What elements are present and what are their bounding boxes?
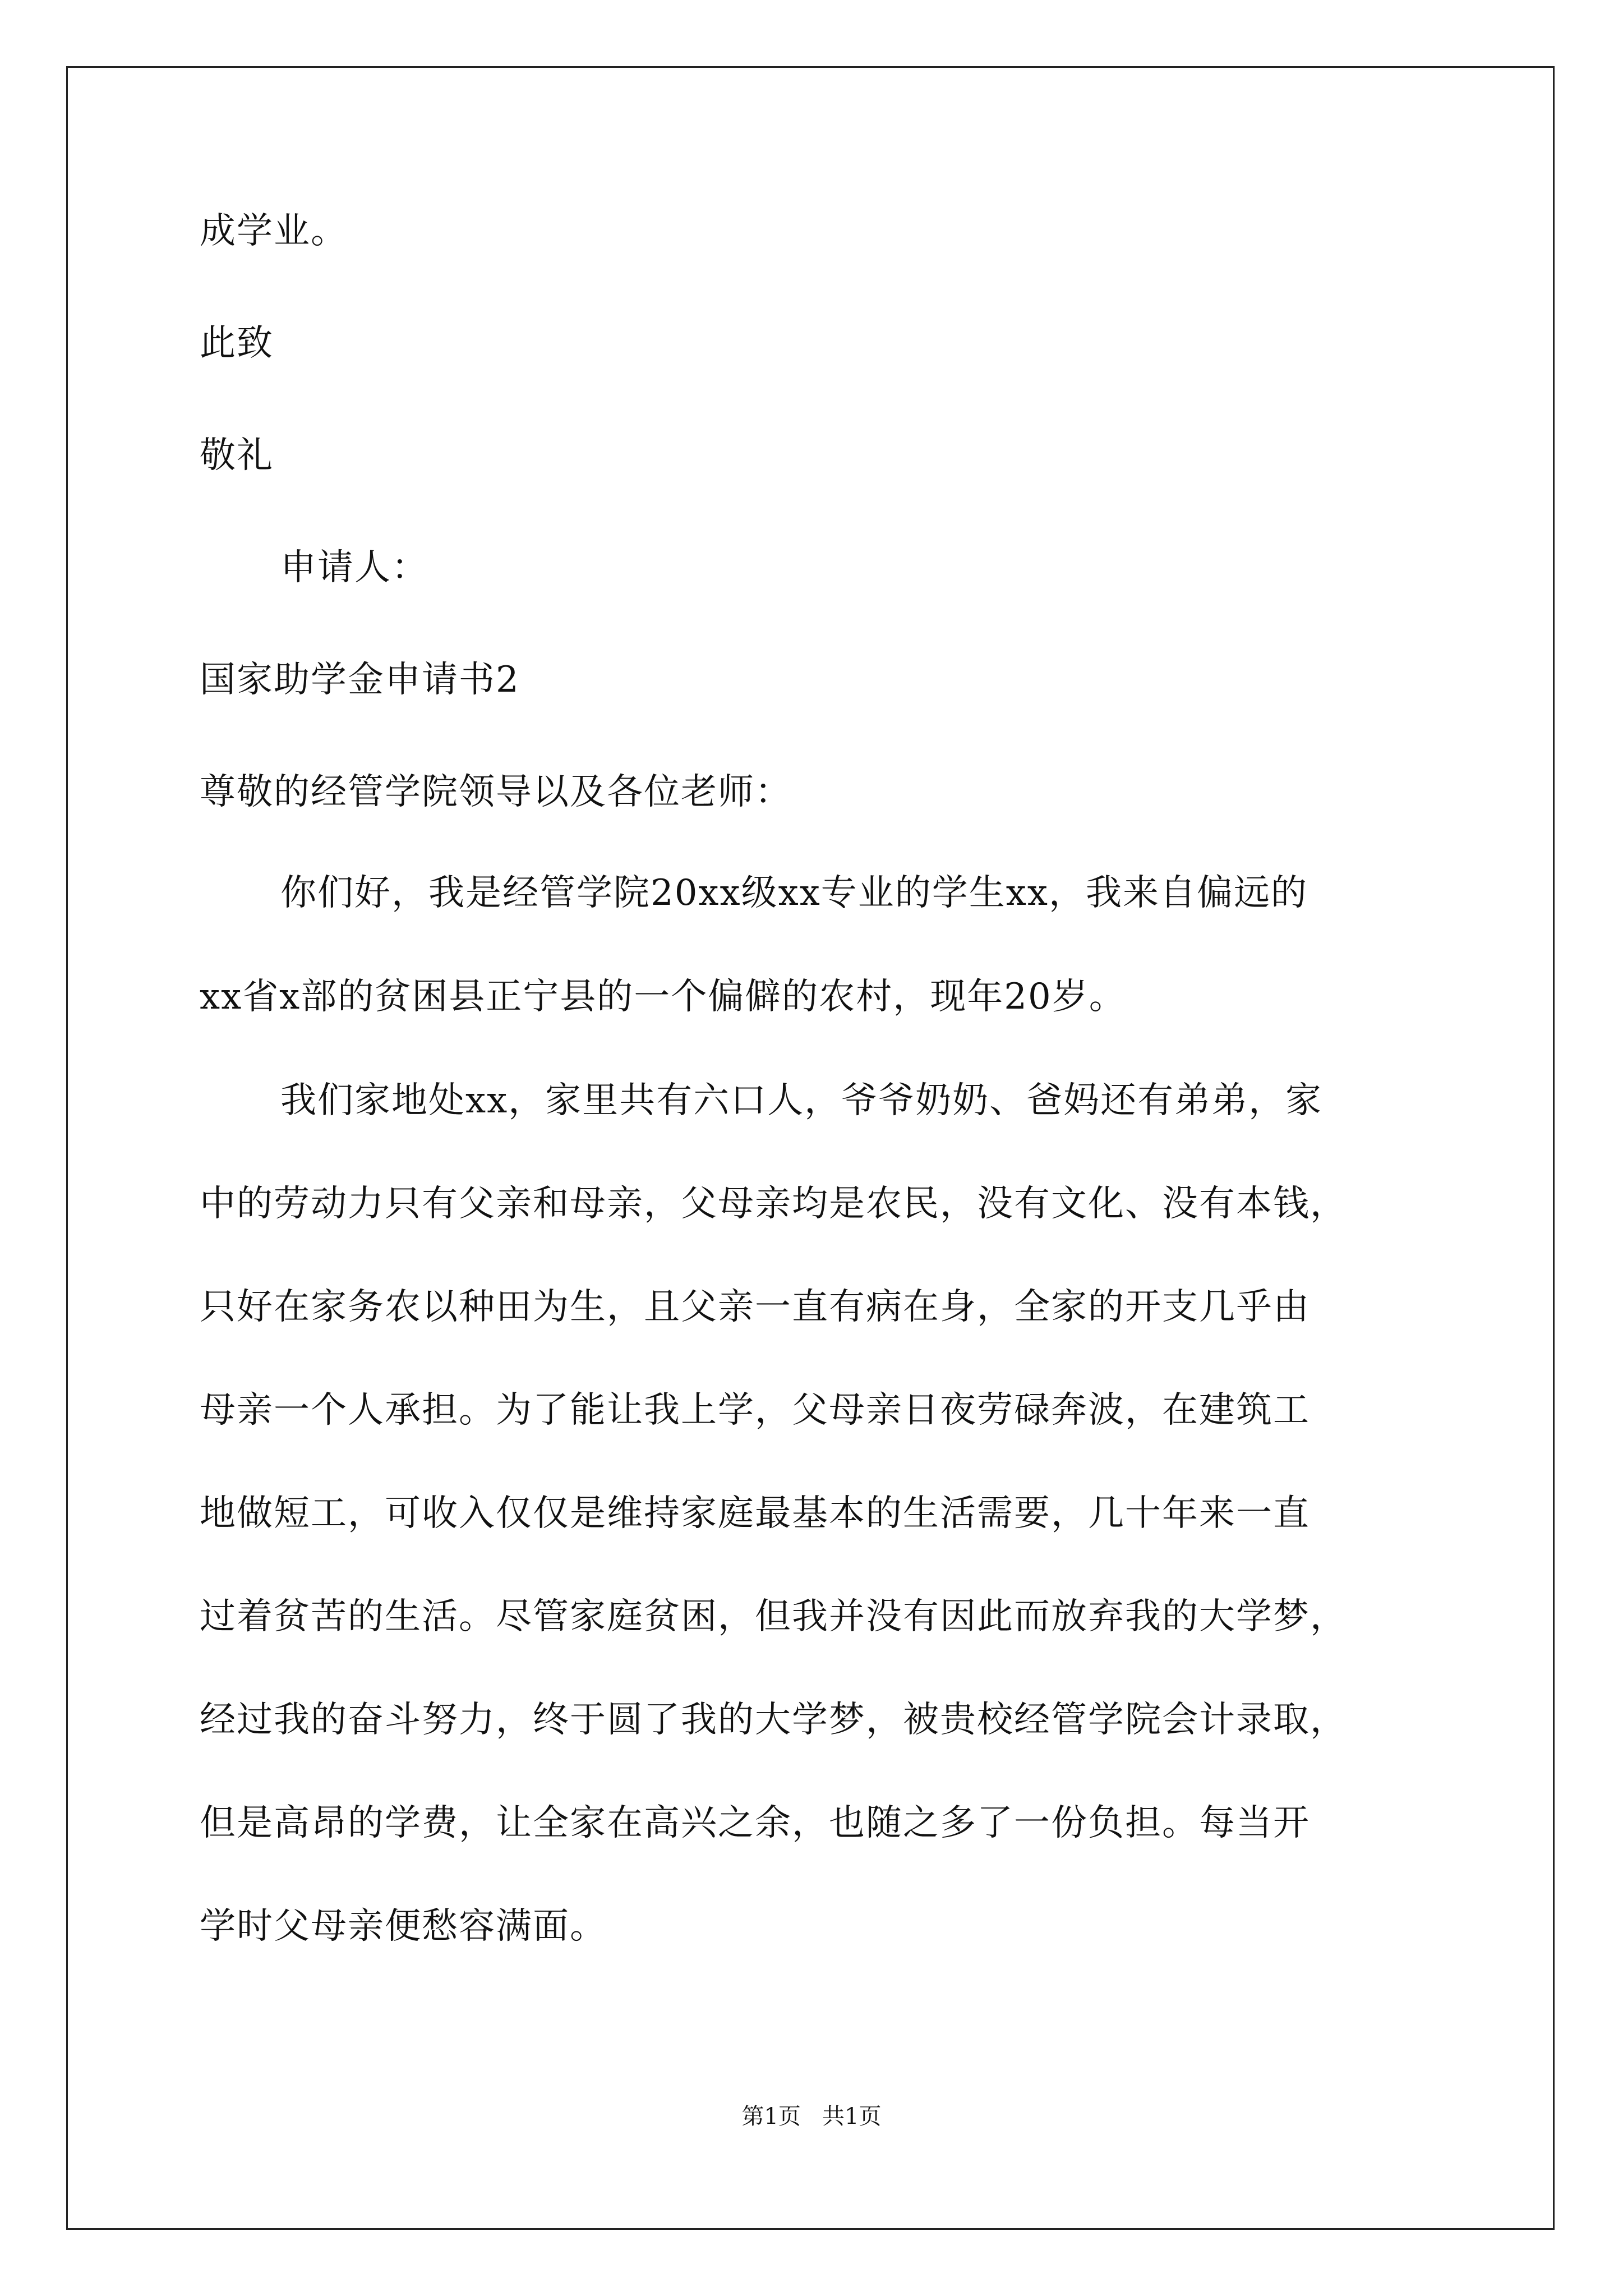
- paragraph2-line: 学时父母亲便愁容满面。: [200, 1906, 607, 1947]
- closing-salutation: 此致: [200, 323, 274, 364]
- paragraph2-line: 中的劳动力只有父亲和母亲，父母亲均是农民，没有文化、没有本钱，: [200, 1183, 1347, 1225]
- paragraph2-line: 经过我的奋斗努力，终于圆了我的大学梦，被贵校经管学院会计录取，: [200, 1699, 1347, 1741]
- signature-label: 申请人：: [280, 547, 428, 588]
- closing-continuation: 成学业。: [200, 210, 348, 252]
- paragraph1-line: 你们好，我是经管学院20xx级xx专业的学生xx，我来自偏远的: [280, 872, 1308, 914]
- paragraph1-line: xx省x部的贫困县正宁县的一个偏僻的农村，现年20岁。: [200, 976, 1126, 1018]
- paragraph2-line: 母亲一个人承担。为了能让我上学，父母亲日夜劳碌奔波，在建筑工: [200, 1389, 1310, 1431]
- paragraph2-line: 只好在家务农以种田为生，且父亲一直有病在身，全家的开支几乎由: [200, 1286, 1310, 1328]
- addressee: 尊敬的经管学院领导以及各位老师：: [200, 771, 792, 813]
- paragraph2-line: 过着贫苦的生活。尽管家庭贫困，但我并没有因此而放弃我的大学梦，: [200, 1596, 1347, 1637]
- document-title: 国家助学金申请书2: [200, 659, 520, 701]
- closing-regards: 敬礼: [200, 435, 274, 476]
- paragraph2-line: 地做短工，可收入仅仅是维持家庭最基本的生活需要，几十年来一直: [200, 1493, 1310, 1534]
- paragraph2-line: 但是高昂的学费，让全家在高兴之余，也随之多了一份负担。每当开: [200, 1802, 1310, 1844]
- paragraph2-line: 我们家地处xx，家里共有六口人，爷爷奶奶、爸妈还有弟弟，家: [280, 1080, 1323, 1121]
- page-footer: 第1页 共1页: [741, 2104, 882, 2129]
